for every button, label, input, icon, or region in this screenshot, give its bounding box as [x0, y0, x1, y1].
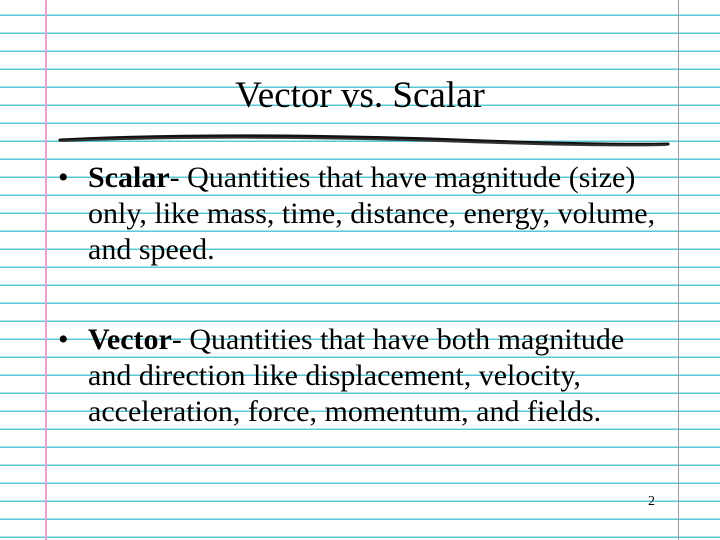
bullet-list	[58, 160, 668, 484]
slide-title: Vector vs. Scalar	[235, 75, 485, 116]
bullet-scalar	[58, 160, 668, 268]
bullet-marker: •	[58, 161, 69, 194]
bullet-term-vector: Vector	[88, 323, 172, 356]
bullet-text-scalar: - Quantities that have magnitude (size) only, like mass, time, distance, energy, volume, and speed.	[88, 161, 656, 266]
bullet-marker: •	[58, 323, 69, 356]
bullet-text-vector: - Quantities that have both magnitude and direction like displacement, velocity, acceleration, force, momentum, and fields.	[88, 323, 625, 428]
bullet-vector	[58, 322, 668, 430]
bullet-term-scalar: Scalar	[88, 161, 170, 194]
title-underline	[58, 128, 670, 156]
page-number: 2	[648, 494, 655, 509]
